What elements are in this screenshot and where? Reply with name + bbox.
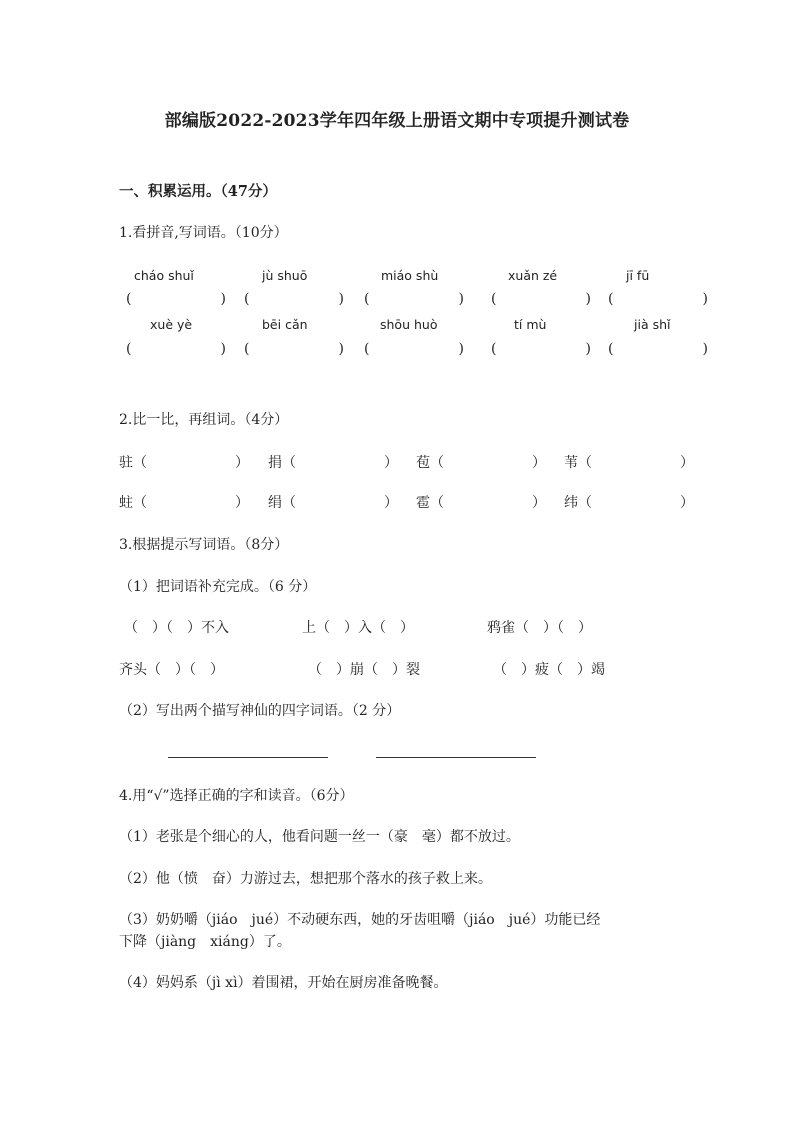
compare-item[interactable]: 苇（ ） bbox=[564, 455, 694, 471]
exam-title: 部编版2022-2023学年四年级上册语文期中专项提升测试卷 bbox=[164, 111, 630, 131]
answer-bracket[interactable]: ( ) bbox=[126, 291, 226, 307]
character: 纬 bbox=[564, 495, 578, 511]
idiom-blank[interactable]: （ ）（ ）不入 bbox=[124, 620, 229, 636]
answer-line[interactable] bbox=[376, 757, 536, 758]
question-3-heading: 3.根据提示写词语。（8分） bbox=[119, 537, 289, 553]
question-4-item-2[interactable]: （2）他（愤 奋）力游过去，想把那个落水的孩子救上来。 bbox=[119, 871, 492, 887]
question-3-sub-1: （1）把词语补充完成。（6 分） bbox=[119, 579, 317, 595]
idiom-blank[interactable]: （ ）疲（ ）竭 bbox=[493, 662, 605, 678]
pinyin-1: cháo shuǐ bbox=[134, 268, 194, 283]
answer-line[interactable] bbox=[168, 757, 328, 758]
character: 蛀 bbox=[119, 495, 133, 511]
pinyin-5: jī fū bbox=[626, 268, 650, 283]
answer-bracket[interactable]: ( ) bbox=[244, 341, 344, 357]
character: 雹 bbox=[416, 495, 430, 511]
answer-bracket[interactable]: ( ) bbox=[364, 291, 464, 307]
question-4-heading: 4.用“√”选择正确的字和读音。（6分） bbox=[119, 788, 354, 804]
pinyin-2: jù shuō bbox=[262, 268, 308, 283]
answer-bracket[interactable]: ( ) bbox=[608, 341, 708, 357]
compare-item[interactable]: 雹（ ） bbox=[416, 495, 546, 511]
question-2-heading: 2.比一比，再组词。（4分） bbox=[119, 412, 289, 428]
compare-item[interactable]: 驻（ ） bbox=[119, 455, 249, 471]
answer-bracket[interactable]: ( ) bbox=[608, 291, 708, 307]
pinyin-8: shōu huò bbox=[380, 317, 438, 332]
question-4-item-3[interactable]: （3）奶奶嚼（jiáo jué）不动硬东西，她的牙齿咀嚼（jiáo jué）功能已经 bbox=[119, 912, 601, 928]
idiom-blank[interactable]: （ ）崩（ ）裂 bbox=[308, 662, 420, 678]
compare-item[interactable]: 纬（ ） bbox=[564, 495, 694, 511]
question-4-item-4[interactable]: （4）妈妈系（jì xì）着围裙，开始在厨房准备晚餐。 bbox=[119, 975, 448, 991]
pinyin-10: jià shǐ bbox=[634, 317, 671, 332]
pinyin-7: bēi cǎn bbox=[262, 317, 308, 332]
compare-item[interactable]: 捐（ ） bbox=[268, 455, 398, 471]
answer-bracket[interactable]: ( ) bbox=[244, 291, 344, 307]
question-1-heading: 1.看拼音,写词语。（10分） bbox=[119, 225, 288, 241]
answer-bracket[interactable]: ( ) bbox=[364, 341, 464, 357]
question-3-sub-2: （2）写出两个描写神仙的四字词语。（2 分） bbox=[119, 703, 401, 719]
pinyin-3: miáo shù bbox=[381, 268, 439, 283]
answer-bracket[interactable]: ( ) bbox=[491, 341, 591, 357]
pinyin-9: tí mù bbox=[514, 317, 547, 332]
idiom-blank[interactable]: 齐头（ ）（ ） bbox=[119, 662, 224, 678]
pinyin-6: xuè yè bbox=[150, 317, 193, 332]
question-4-item-1[interactable]: （1）老张是个细心的人，他看问题一丝一（豪 毫）都不放过。 bbox=[119, 829, 520, 845]
pinyin-4: xuǎn zé bbox=[508, 268, 558, 283]
answer-bracket[interactable]: ( ) bbox=[491, 291, 591, 307]
idiom-blank[interactable]: 上（ ）入（ ） bbox=[302, 620, 414, 636]
character: 苞 bbox=[416, 455, 430, 471]
answer-bracket[interactable]: ( ) bbox=[126, 341, 226, 357]
character: 驻 bbox=[119, 455, 133, 471]
compare-item[interactable]: 蛀（ ） bbox=[119, 495, 249, 511]
idiom-blank[interactable]: 鸦雀（ ）（ ） bbox=[487, 620, 592, 636]
character: 捐 bbox=[268, 455, 282, 471]
character: 苇 bbox=[564, 455, 578, 471]
compare-item[interactable]: 苞（ ） bbox=[416, 455, 546, 471]
section-heading: 一、积累运用。（47分） bbox=[119, 183, 277, 200]
compare-item[interactable]: 绢（ ） bbox=[268, 495, 398, 511]
question-4-item-3-cont[interactable]: 下降（jiàng xiáng）了。 bbox=[119, 934, 291, 950]
character: 绢 bbox=[268, 495, 282, 511]
